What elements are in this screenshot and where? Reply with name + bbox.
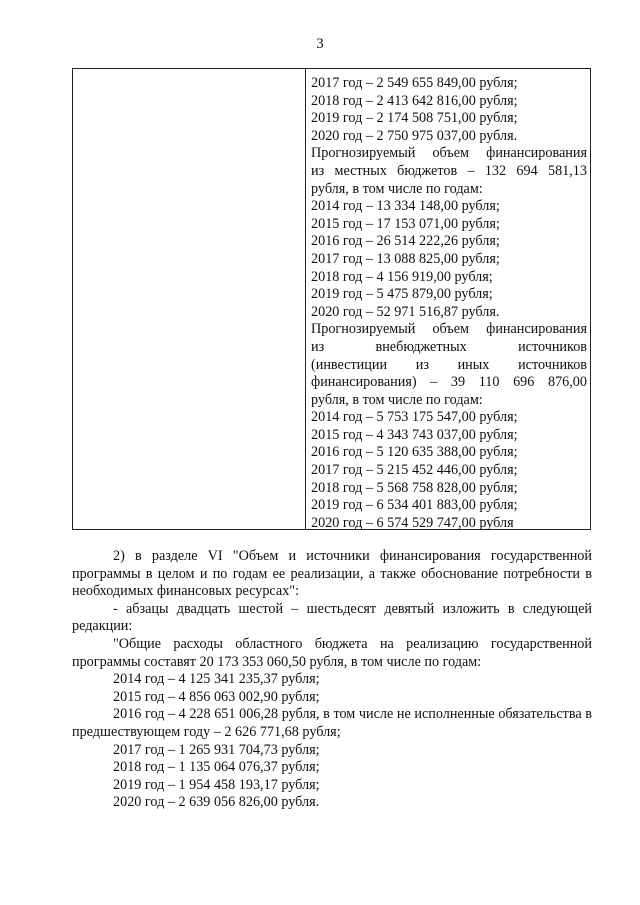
table-line: 2019 год – 5 475 879,00 рубля; — [311, 286, 493, 303]
table-line: финансирования) – 39 110 696 876,00 — [311, 374, 587, 391]
table-line: 2020 год – 2 750 975 037,00 рубля. — [311, 127, 518, 144]
table-line: 2014 год – 13 334 148,00 рубля; — [311, 198, 500, 215]
table-line: 2019 год – 6 534 401 883,00 рубля; — [311, 497, 518, 514]
table-line: 2018 год – 2 413 642 816,00 рубля; — [311, 92, 518, 109]
table-line: Прогнозируемый объем финансирования — [311, 145, 587, 162]
table-left-cell — [73, 69, 306, 529]
year-line-2014: 2014 год – 4 125 341 235,37 рубля; — [113, 671, 320, 688]
page-number: 3 — [316, 36, 324, 52]
table-line: 2020 год – 52 971 516,87 рубля. — [311, 303, 500, 320]
year-line-2015: 2015 год – 4 856 063 002,90 рубля; — [113, 688, 320, 705]
table-line: Прогнозируемый объем финансирования — [311, 321, 587, 338]
year-line-2019: 2019 год – 1 954 458 193,17 рубля; — [113, 776, 320, 793]
table-line: 2018 год – 5 568 758 828,00 рубля; — [311, 479, 518, 496]
table-line: рубля, в том числе по годам: — [311, 180, 483, 197]
paragraph-quote: "Общие расходы областного бюджета на реализацию государственной программы составят 20 173 353 060,50 рубля, в том числе по годам: — [72, 635, 592, 670]
table-line: 2016 год – 5 120 635 388,00 рубля; — [311, 444, 518, 461]
paragraph-section-vi: 2) в разделе VI "Объем и источники финансирования государственной программы в целом и по годам ее реализации, а также обоснование потребности в необходимых финансовых ресурсах": — [72, 548, 592, 600]
table-line: 2016 год – 26 514 222,26 рубля; — [311, 233, 500, 250]
table-line: (инвестиции из иных источников — [311, 356, 587, 373]
table-line: из местных бюджетов – 132 694 581,13 — [311, 162, 587, 179]
year-line-2017: 2017 год – 1 265 931 704,73 рубля; — [113, 741, 320, 758]
paragraph-instruction: - абзацы двадцать шестой – шестьдесят девятый изложить в следующей редакции: — [72, 600, 592, 635]
table-line: 2015 год – 17 153 071,00 рубля; — [311, 215, 500, 232]
table-line: 2015 год – 4 343 743 037,00 рубля; — [311, 426, 518, 443]
document-body — [72, 548, 592, 812]
table-line: 2019 год – 2 174 508 751,00 рубля; — [311, 110, 518, 127]
financing-table — [72, 68, 591, 530]
table-line: из внебюджетных источников — [311, 338, 587, 355]
table-line: рубля, в том числе по годам: — [311, 391, 483, 408]
table-line: 2014 год – 5 753 175 547,00 рубля; — [311, 409, 518, 426]
year-line-2018: 2018 год – 1 135 064 076,37 рубля; — [113, 759, 320, 776]
year-line-2020: 2020 год – 2 639 056 826,00 рубля. — [113, 794, 320, 811]
table-line: 2018 год – 4 156 919,00 рубля; — [311, 268, 493, 285]
table-right-cell — [311, 75, 587, 532]
table-line: 2020 год – 6 574 529 747,00 рубля — [311, 514, 514, 531]
year-line-2016: 2016 год – 4 228 651 006,28 рубля, в том числе не исполненные обязательства в предшествующем году – 2 626 771,68 рубля; — [72, 706, 592, 740]
table-line: 2017 год – 13 088 825,00 рубля; — [311, 250, 500, 267]
table-line: 2017 год – 5 215 452 446,00 рубля; — [311, 462, 518, 479]
table-line: 2017 год – 2 549 655 849,00 рубля; — [311, 75, 518, 91]
